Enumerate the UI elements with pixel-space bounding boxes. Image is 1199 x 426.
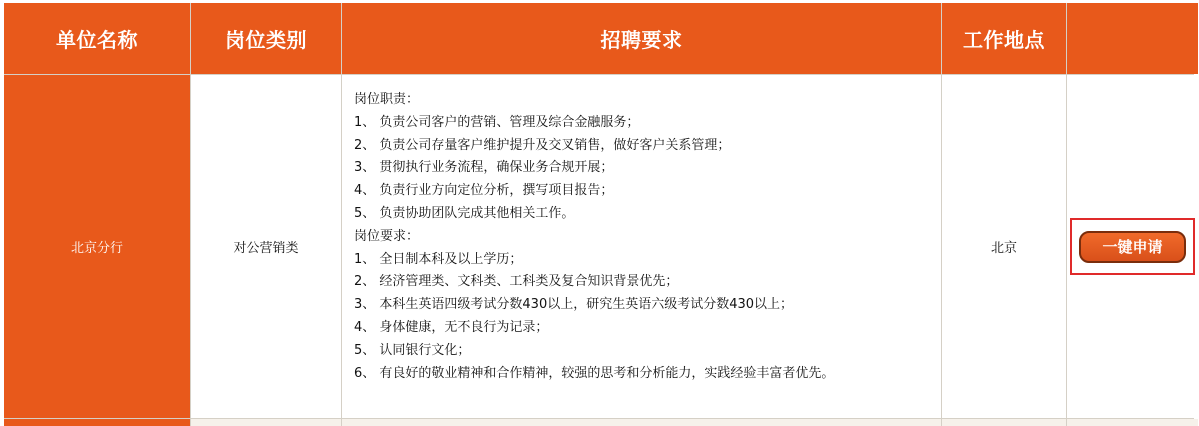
requirements-line: 1、 全日制本科及以上学历；	[354, 251, 523, 267]
requirements-line: 2、 负责公司存量客户维护提升及交叉销售，做好客户关系管理；	[354, 137, 731, 153]
requirements-line: 2、 经济管理类、文科类、工科类及复合知识背景优先；	[354, 274, 679, 290]
requirements-line: 5、 负责协助团队完成其他相关工作。	[354, 205, 575, 221]
header-location: 工作地点	[942, 3, 1066, 74]
row-requirements	[342, 75, 941, 418]
requirements-line: 6、 有良好的敬业精神和合作精神，较强的思考和分析能力，实践经验丰富者优先。	[354, 365, 835, 381]
header-org: 单位名称	[4, 3, 190, 74]
header-action	[1067, 3, 1198, 74]
requirements-line: 4、 负责行业方向定位分析，撰写项目报告；	[354, 183, 614, 199]
apply-highlight-frame	[1070, 218, 1195, 275]
row-action	[1067, 75, 1198, 418]
requirements-line: 岗位职责：	[354, 92, 420, 107]
requirements-line: 5、 认同银行文化；	[354, 342, 471, 358]
requirements-line: 4、 身体健康，无不良行为记录；	[354, 319, 549, 335]
header-category: 岗位类别	[191, 3, 341, 74]
next-row-category	[191, 419, 341, 426]
requirements-line: 3、 贯彻执行业务流程，确保业务合规开展；	[354, 160, 614, 176]
one-click-apply-button[interactable]: 一键申请	[1079, 231, 1186, 263]
next-row-location	[942, 419, 1066, 426]
job-table	[4, 3, 1194, 426]
row-org: 北京分行	[4, 75, 190, 418]
requirements-line: 岗位要求：	[354, 228, 420, 244]
header-requirements: 招聘要求	[342, 3, 941, 74]
requirements-line: 3、 本科生英语四级考试分数430以上，研究生英语六级考试分数430以上；	[354, 297, 794, 313]
next-row-action	[1067, 419, 1198, 426]
row-category: 对公营销类	[191, 75, 341, 418]
next-row-requirements	[342, 419, 941, 426]
next-row-org	[4, 419, 190, 426]
row-location: 北京	[942, 75, 1066, 418]
requirements-line: 1、 负责公司客户的营销、管理及综合金融服务；	[354, 114, 640, 130]
